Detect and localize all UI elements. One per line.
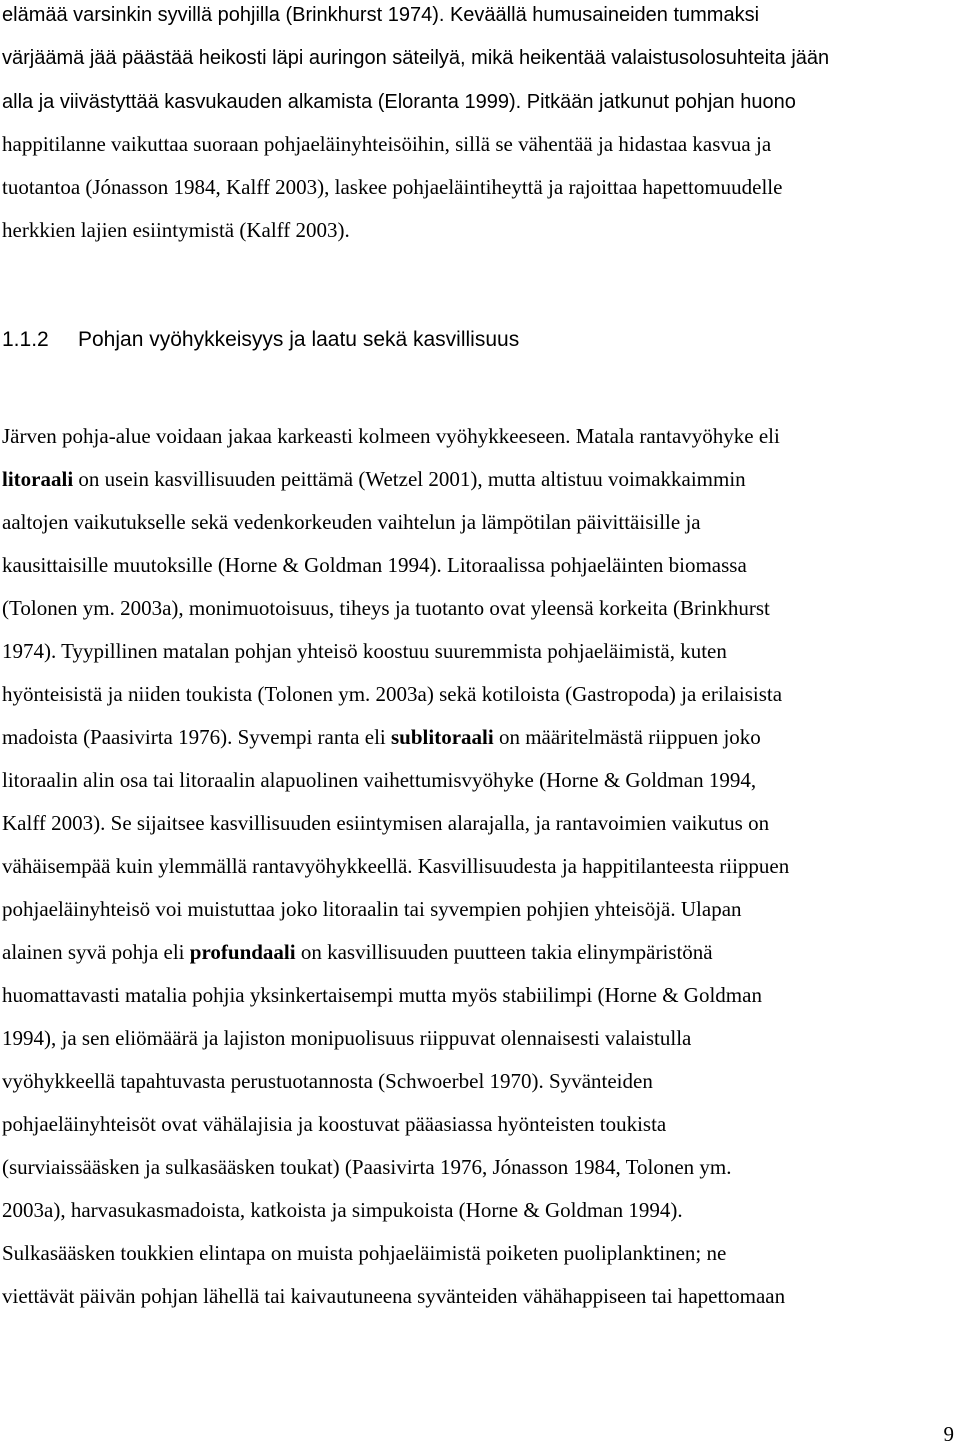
paragraph-line: 1974). Tyypillinen matalan pohjan yhteisö koostuu suuremmista pohjaeläimistä, kuten — [2, 639, 727, 663]
paragraph-line: Kalff 2003). Se sijaitsee kasvillisuuden esiintymisen alarajalla, ja rantavoimien vaikutus on — [2, 811, 770, 835]
paragraph-line: tuotantoa (Jónasson 1984, Kalff 2003), laskee pohjaeläintiheyttä ja rajoittaa hapettomuudelle — [2, 175, 783, 199]
paragraph-line — [2, 939, 952, 965]
paragraph-line: pohjaeläinyhteisöt ovat vähälajisia ja koostuvat pääasiassa hyönteisten toukista — [2, 1112, 667, 1136]
paragraph-line: vähäisempää kuin ylemmällä rantavyöhykkeellä. Kasvillisuudesta ja happitilanteesta riippuen — [2, 854, 790, 878]
paragraph-line: Sulkasääsken toukkien elintapa on muista pohjaeläimistä poiketen puoliplanktinen; ne — [2, 1241, 727, 1265]
paragraph-line — [2, 88, 952, 115]
paragraph-line: herkkien lajien esiintymistä (Kalff 2003). — [2, 218, 350, 242]
paragraph-line: litoraalin alin osa tai litoraalin alapuolinen vaihettumisvyöhyke (Horne & Goldman 1994, — [2, 768, 757, 792]
paragraph-line: aaltojen vaikutukselle sekä vedenkorkeuden vaihtelun ja lämpötilan päivittäisille ja — [2, 510, 701, 534]
section-heading — [2, 326, 519, 354]
paragraph-line: (Tolonen ym. 2003a), monimuotoisuus, tiheys ja tuotanto ovat yleensä korkeita (Brinkhurst — [2, 596, 770, 620]
paragraph-line: kausittaisille muutoksille (Horne & Goldman 1994). Litoraalissa pohjaeläinten biomassa — [2, 553, 747, 577]
paragraph-text: alla ja viivästyttää kasvukauden alkamista (Eloranta 1999). — [2, 91, 522, 113]
paragraph-line: (surviaissääsken ja sulkasääsken toukat) (Paasivirta 1976, Jónasson 1984, Tolonen ym. — [2, 1155, 732, 1179]
paragraph-line: 1994), ja sen eliömäärä ja lajiston monipuolisuus riippuvat olennaisesti valaistulla — [2, 1026, 692, 1050]
paragraph-text: on kasvillisuuden puutteen takia elinympäristönä — [295, 940, 713, 964]
paragraph-line: elämää varsinkin syvillä pohjilla (Brinkhurst 1974). Keväällä humusaineiden tummaksi — [2, 4, 760, 26]
paragraph-line: hyönteisistä ja niiden toukista (Tolonen ym. 2003a) sekä kotiloista (Gastropoda) ja erilaisista — [2, 682, 783, 706]
section-title: Pohjan vyöhykkeisyys ja laatu sekä kasvillisuus — [78, 328, 520, 351]
page-number: 9 — [943, 1422, 954, 1446]
paragraph-line: viettävät päivän pohjan lähellä tai kaivautuneena syvänteiden vähähappiseen tai hapettomaan — [2, 1284, 786, 1308]
paragraph-line: vyöhykkeellä tapahtuvasta perustuotannosta (Schwoerbel 1970). Syvänteiden — [2, 1069, 653, 1093]
paragraph-line: happitilanne vaikuttaa suoraan pohjaeläinyhteisöihin, sillä se vähentää ja hidastaa kasvua ja — [2, 132, 772, 156]
term-sublitoraali: sublitoraali — [391, 725, 494, 749]
paragraph-text: on usein kasvillisuuden peittämä (Wetzel 2001), mutta altistuu voimakkaimmin — [73, 467, 746, 491]
paragraph-text: on määritelmästä riippuen joko — [493, 725, 761, 749]
section-number: 1.1.2 — [2, 328, 49, 351]
paragraph-line: huomattavasti matalia pohjia yksinkertaisempi mutta myös stabiilimpi (Horne & Goldman — [2, 983, 762, 1007]
paragraph-text: madoista (Paasivirta 1976). Syvempi ranta eli — [2, 725, 391, 749]
term-profundaali: profundaali — [189, 940, 296, 964]
term-litoraali: litoraali — [2, 467, 74, 491]
paragraph-text: Pitkään jatkunut pohjan huono — [521, 91, 796, 113]
paragraph-line: pohjaeläinyhteisö voi muistuttaa joko litoraalin tai syvempien pohjien yhteisöjä. Ulapan — [2, 897, 742, 921]
paragraph-text: alainen syvä pohja eli — [2, 940, 190, 964]
paragraph-line — [2, 724, 952, 750]
paragraph-line: 2003a), harvasukasmadoista, katkoista ja simpukoista (Horne & Goldman 1994). — [2, 1198, 683, 1222]
paragraph-line: värjäämä jää päästää heikosti läpi auringon säteilyä, mikä heikentää valaistusolosuhteita jään — [2, 47, 830, 69]
paragraph-line — [2, 466, 952, 492]
paragraph-line: Järven pohja-alue voidaan jakaa karkeasti kolmeen vyöhykkeeseen. Matala rantavyöhyke eli — [2, 424, 780, 448]
